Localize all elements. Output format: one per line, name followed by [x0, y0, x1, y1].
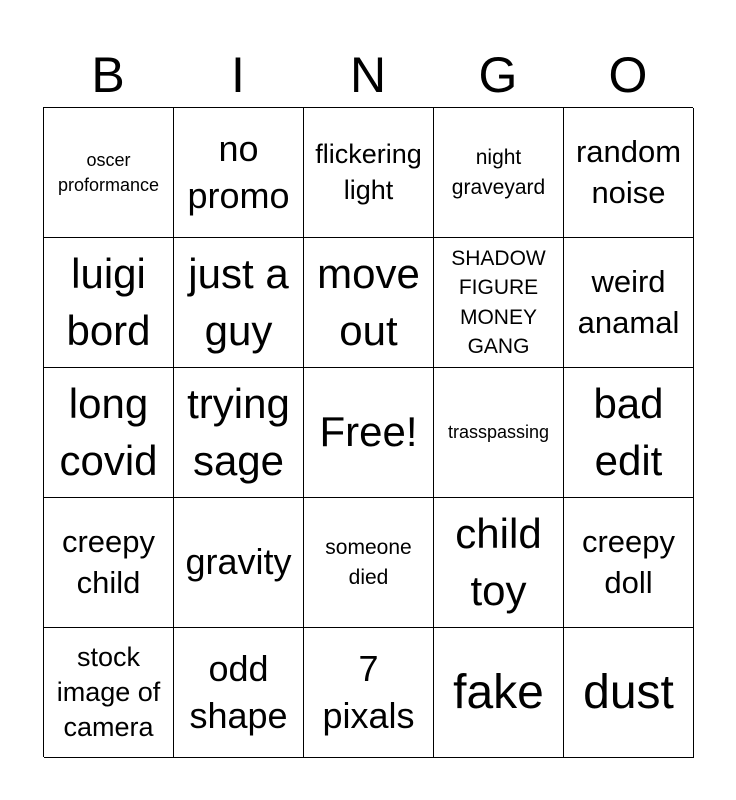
cell-text: gravity — [185, 541, 292, 583]
cell-text: creepy doll — [581, 524, 676, 600]
cell-text: bad edit — [593, 379, 664, 484]
cell-text: SHADOW FIGURE MONEY GANG — [451, 246, 546, 358]
cell-text: flickering light — [315, 139, 422, 205]
cell-text: stock image of camera — [56, 641, 161, 743]
cell-text: oscer proformance — [57, 150, 160, 195]
header-letter-o: O — [608, 47, 648, 103]
cell-text: someone died — [325, 536, 412, 589]
cell-text: 7 pixals — [322, 647, 415, 736]
bingo-cell[interactable] — [44, 628, 174, 758]
cell-text: luigi bord — [66, 249, 151, 354]
cell-text: weird anamal — [577, 264, 680, 340]
bingo-cell[interactable] — [304, 628, 434, 758]
cell-text: move out — [317, 249, 420, 354]
bingo-board — [43, 107, 693, 757]
cell-text: fake — [453, 665, 544, 719]
cell-text: trasspassing — [447, 422, 550, 443]
header-letter-n: N — [349, 47, 387, 103]
bingo-cell[interactable] — [434, 108, 564, 238]
cell-text: child toy — [455, 509, 542, 614]
cell-text: creepy child — [61, 524, 156, 600]
bingo-cell[interactable] — [44, 238, 174, 368]
bingo-cell[interactable] — [564, 238, 694, 368]
free-space[interactable] — [304, 368, 434, 498]
cell-text: just a guy — [188, 249, 289, 354]
bingo-cell[interactable] — [304, 238, 434, 368]
bingo-cell[interactable] — [434, 498, 564, 628]
cell-text: night graveyard — [451, 146, 546, 199]
cell-text: trying sage — [187, 379, 290, 484]
bingo-cell[interactable] — [434, 238, 564, 368]
cell-text: random noise — [575, 134, 682, 210]
bingo-cell[interactable] — [434, 368, 564, 498]
bingo-cell[interactable] — [174, 108, 304, 238]
bingo-cell[interactable] — [174, 498, 304, 628]
bingo-cell[interactable] — [564, 368, 694, 498]
cell-text: no promo — [187, 127, 290, 216]
header-letter-g: G — [478, 47, 518, 103]
header-letter-b: B — [91, 47, 125, 103]
bingo-cell[interactable] — [44, 108, 174, 238]
header-letter-i: I — [231, 47, 245, 103]
bingo-header — [43, 42, 693, 108]
bingo-cell[interactable] — [174, 368, 304, 498]
bingo-cell[interactable] — [304, 108, 434, 238]
bingo-cell[interactable] — [564, 628, 694, 758]
bingo-cell[interactable] — [564, 108, 694, 238]
bingo-cell[interactable] — [434, 628, 564, 758]
bingo-cell[interactable] — [304, 498, 434, 628]
cell-text: odd shape — [189, 647, 288, 736]
cell-text: Free! — [319, 408, 418, 456]
cell-text: long covid — [59, 379, 158, 484]
bingo-cell[interactable] — [174, 238, 304, 368]
bingo-cell[interactable] — [44, 368, 174, 498]
cell-text: dust — [583, 665, 674, 719]
bingo-cell[interactable] — [564, 498, 694, 628]
bingo-cell[interactable] — [44, 498, 174, 628]
bingo-cell[interactable] — [174, 628, 304, 758]
